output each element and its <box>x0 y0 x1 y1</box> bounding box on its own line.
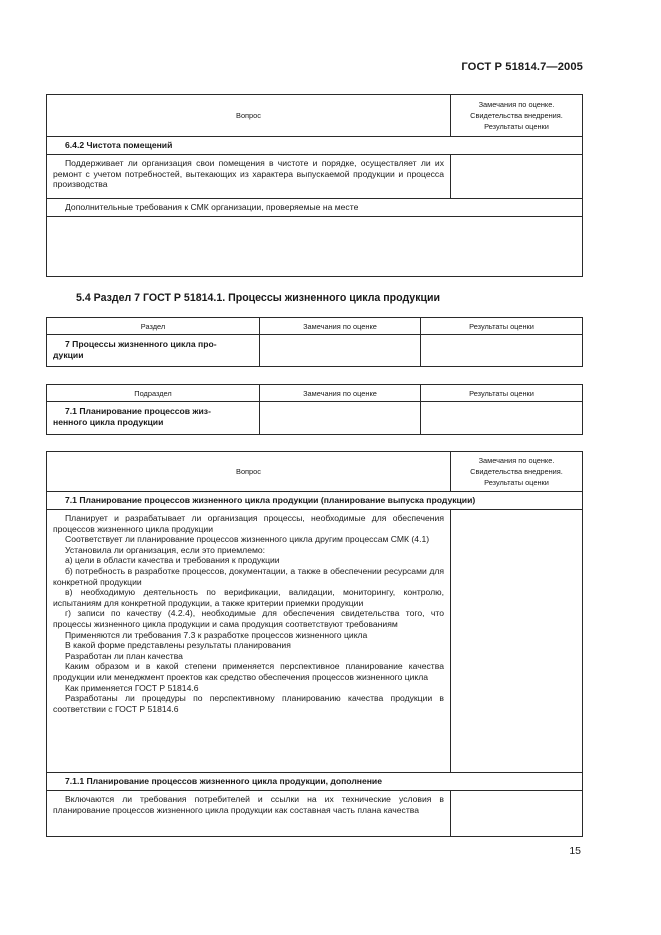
column-header-question: Вопрос <box>47 95 451 137</box>
remarks-cell <box>260 402 421 435</box>
section-title: 5.4 Раздел 7 ГОСТ Р 51814.1. Процессы жизненного цикла продукции <box>76 292 441 304</box>
question-text: Поддерживает ли организация свои помещения в чистоте и порядке, осуществляет ли их ремонт с учетом потребностей, вытекающих из характера выпускаемой продукции и процесса производства <box>53 158 444 190</box>
question-line: б) потребность в разработке процессов, документации, а также в обеспечении ресурсами для конкретной продукции <box>53 565 444 587</box>
question-line: Установила ли организация, если это приемлемо: <box>65 544 266 555</box>
question-line: Разработаны ли процедуры по перспективному планированию качества продукции в соответствии с ГОСТ Р 51814.6 <box>53 693 444 714</box>
question-line: Как применяется ГОСТ Р 51814.6 <box>65 682 199 693</box>
remarks-cell <box>451 791 583 837</box>
results-cell <box>421 402 583 435</box>
row-title-line: 7.1 Планирование процессов жиз- <box>65 406 211 416</box>
remarks-line: Свидетельства внедрения. <box>470 467 563 476</box>
additional-text: Дополнительные требования к СМК организации, проверяемые на месте <box>65 202 359 212</box>
column-header-remarks: Замечания по оценке <box>260 385 421 402</box>
empty-notes-cell <box>47 217 583 277</box>
subsection-table <box>46 384 583 435</box>
question-line: Разработан ли план качества <box>65 650 183 661</box>
column-header-results: Результаты оценки <box>421 318 583 335</box>
remarks-cell <box>451 155 583 199</box>
subsection-row-title <box>47 402 260 435</box>
remarks-cell <box>260 335 421 367</box>
assessment-table-642 <box>46 94 583 277</box>
assessment-table-71 <box>46 451 583 837</box>
results-cell <box>421 335 583 367</box>
additional-requirements <box>47 199 583 217</box>
section-row-title <box>47 335 260 367</box>
remarks-cell <box>451 510 583 773</box>
column-header-question: Вопрос <box>47 452 451 492</box>
question-line: В какой форме представлены результаты планирования <box>65 640 291 651</box>
question-line: Каким образом и в какой степени применяется перспективное планирование качества продукции или менеджмент проектов как средство обеспечения процессов жизненного цикла <box>53 661 444 682</box>
question-text: Включаются ли требования потребителей и ссылки на их технические условия в планирование процессов жизненного цикла продукции как составная часть плана качества <box>53 794 444 815</box>
remarks-line: Результаты оценки <box>484 122 549 131</box>
remarks-line: Замечания по оценке. <box>478 100 555 109</box>
column-header-remarks <box>451 452 583 492</box>
question-line: г) записи по качеству (4.2.4), необходимые для обеспечения свидетельства того, что процессы жизненного цикла продукции и сама продукция соответствуют требованиям <box>53 608 444 629</box>
column-header-remarks: Замечания по оценке <box>260 318 421 335</box>
question-cell <box>47 155 451 199</box>
column-header-results: Результаты оценки <box>421 385 583 402</box>
remarks-line: Свидетельства внедрения. <box>470 111 563 120</box>
row-title-line: 7 Процессы жизненного цикла про- <box>65 339 217 349</box>
question-line: а) цели в области качества и требования к продукции <box>65 555 280 566</box>
section-heading: 6.4.2 Чистота помещений <box>47 137 583 155</box>
question-line: Соответствует ли планирование процессов жизненного цикла другим процессам СМК (4.1) <box>65 534 430 545</box>
page-number: 15 <box>569 845 581 857</box>
question-line: в) необходимую деятельность по верификации, валидации, мониторингу, контролю, испытаниям для конкретной продукции, а также критерии приемки продукции <box>53 587 444 608</box>
question-cell <box>47 791 451 837</box>
section-heading: 7.1 Планирование процессов жизненного цикла продукции (планирование выпуска продукции) <box>47 492 583 510</box>
section-table <box>46 317 583 367</box>
column-header-section: Раздел <box>47 318 260 335</box>
remarks-line: Замечания по оценке. <box>478 456 555 465</box>
questions-cell <box>47 510 451 773</box>
standard-header: ГОСТ Р 51814.7—2005 <box>461 61 583 73</box>
row-title-line: ненного цикла продукции <box>53 416 164 427</box>
column-header-subsection: Подраздел <box>47 385 260 402</box>
question-line: Планирует и разрабатывает ли организация процессы, необходимые для обеспечения процессов жизненного цикла продукции <box>53 513 444 534</box>
column-header-remarks <box>451 95 583 137</box>
row-title-line: дукции <box>53 349 84 360</box>
question-line: Применяются ли требования 7.3 к разработке процессов жизненного цикла <box>65 629 368 640</box>
remarks-line: Результаты оценки <box>484 478 549 487</box>
section-heading: 7.1.1 Планирование процессов жизненного цикла продукции, дополнение <box>47 773 583 791</box>
